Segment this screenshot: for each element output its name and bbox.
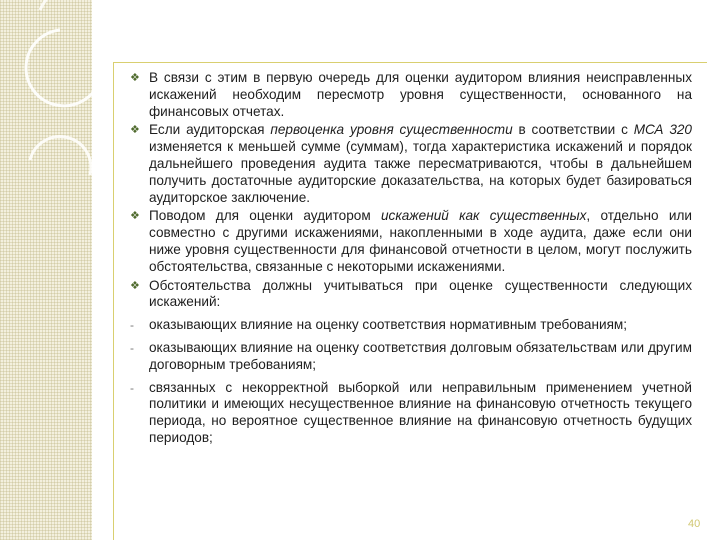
bullet-dash-icon: -	[130, 340, 134, 355]
bullet-diamond-icon: ❖	[130, 72, 140, 84]
list-item	[130, 317, 692, 334]
bullet-diamond-icon: ❖	[130, 210, 140, 223]
list-item	[130, 70, 692, 120]
list-item	[130, 122, 692, 206]
decorative-arcs	[0, 0, 130, 540]
bullet-diamond-icon: ❖	[130, 279, 140, 292]
page-number: 40	[688, 518, 701, 530]
list-item	[130, 278, 692, 312]
list-item	[130, 208, 692, 275]
bullet-dash-icon: -	[130, 380, 134, 395]
slide-content	[130, 70, 692, 449]
paragraph-text: Обстоятельства должны учитываться при оценке существенности следующих искажений:	[149, 277, 692, 310]
paragraph-text: Поводом для оценки аудитором искажений как существенных, отдельно или совместно с другими искажениями, накопленными в ходе аудита, даже если они ниже уровня существенности для финансовой отчетности в целом, могут послужить обстоятельства, связанные с некоторыми искажениями.	[149, 208, 692, 274]
list-item	[130, 340, 692, 374]
paragraph-text: оказывающих влияние на оценку соответствия долговым обязательствам или другим договорным требованиям;	[149, 339, 692, 372]
bullet-dash-icon: -	[130, 318, 134, 333]
list-item	[130, 380, 692, 447]
paragraph-text: оказывающих влияние на оценку соответствия нормативным требованиям;	[149, 317, 628, 333]
paragraph-text: связанных с некорректной выборкой или неправильным применением учетной политики и имеющих несущественное влияние на финансовую отчетность текущего периода, но вероятное существенное влияние на финансовую отчетность будущих периодов;	[149, 379, 692, 445]
bullet-diamond-icon: ❖	[130, 124, 140, 137]
paragraph-text: В связи с этим в первую очередь для оценки аудитором влияния неисправленных искажений необходим пересмотр уровня существенности, основанного на финансовых отчетах.	[149, 70, 692, 119]
paragraph-text: Если аудиторская первоценка уровня существенности в соответствии с МСА 320 изменяется к меньшей сумме (суммам), тогда характеристика искажений и порядок дальнейшего проведения аудита также пересматриваются, чтобы в дальнейшем получить достаточные аудиторские доказательства, на которых будет базироваться аудиторское заключение.	[149, 122, 692, 205]
